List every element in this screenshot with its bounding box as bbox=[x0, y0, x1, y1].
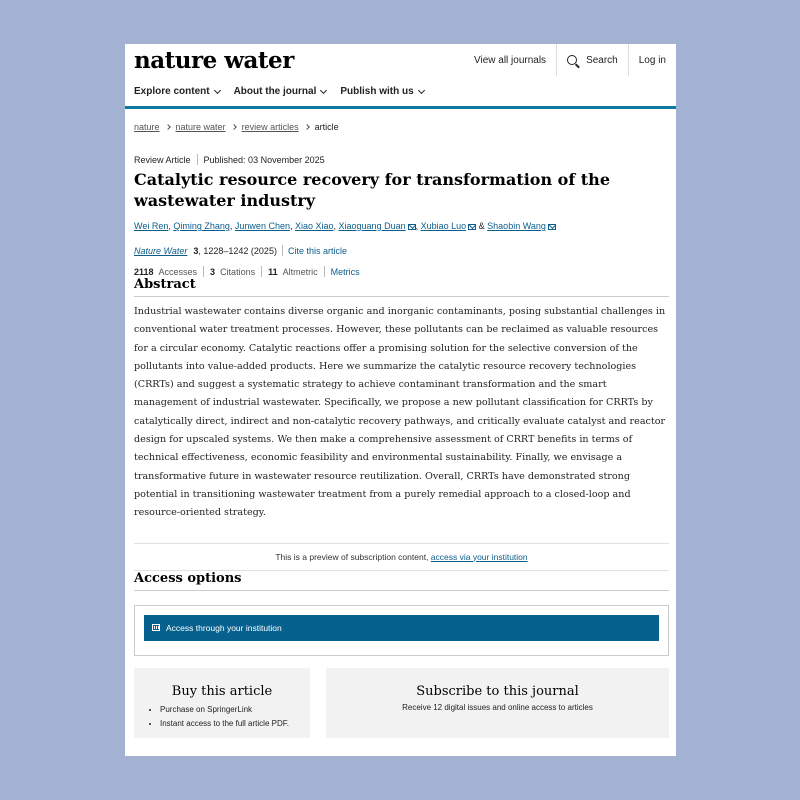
access-options-box bbox=[134, 605, 669, 656]
article-type: Review Article bbox=[134, 154, 191, 165]
buy-article-heading: Buy this article bbox=[171, 683, 273, 699]
access-options-heading: Access options bbox=[134, 571, 669, 591]
author-link[interactable]: Wei Ren bbox=[134, 221, 169, 231]
citations-label: Citations bbox=[220, 266, 256, 277]
subscription-preview-notice bbox=[134, 543, 669, 571]
journal-name-link[interactable]: Nature Water bbox=[134, 245, 188, 256]
subscribe-journal-box bbox=[326, 668, 669, 738]
chevron-right-icon bbox=[304, 124, 310, 130]
article-content bbox=[134, 154, 669, 738]
author-link[interactable]: Xiaoguang Duan bbox=[338, 221, 406, 231]
buy-article-box bbox=[134, 668, 310, 738]
volume: 3 bbox=[193, 245, 199, 256]
view-all-journals-link[interactable]: View all journals bbox=[473, 54, 547, 66]
top-navigation bbox=[464, 44, 676, 76]
search-button[interactable] bbox=[556, 44, 628, 76]
citation-line bbox=[134, 245, 669, 256]
author-link[interactable]: Shaobin Wang bbox=[487, 221, 546, 231]
citations-value: 3 bbox=[210, 266, 216, 277]
mail-icon[interactable] bbox=[468, 224, 476, 230]
article-metrics bbox=[134, 266, 669, 277]
list-item: • Purchase on SpringerLink bbox=[160, 703, 296, 717]
divider bbox=[282, 245, 283, 256]
nav-label: Publish with us bbox=[340, 86, 414, 97]
chevron-down-icon bbox=[214, 86, 221, 93]
login-link[interactable]: Log in bbox=[628, 44, 676, 76]
search-label: Search bbox=[586, 54, 618, 66]
abstract-text: Industrial wastewater contains diverse organic and inorganic contaminants, posing substantial challenges in conventional water treatment processes. However, these pollutants can be reclaimed as valuable resources for a circular economy. Catalytic reactions offer a promising solution for the selective conversion of the pollutants into value-added products. Here we summarize the catalytic resource recovery technologies (CRRTs) and suggest a systematic strategy to achieve contaminant transformation and the smart management of industrial wastewater. Specifically, we propose a new pollutant classification for CRRTs by catalytically direct, indirect and non-catalytic recovery pathways, and critically evaluate catalyst and reactor design for upscaled systems. We then make a comprehensive assessment of CRRT benefits in terms of technical effectiveness, economic feasibility and environmental sustainability. Finally, we envisage a transformative future in wastewater resource reutilization. Overall, CRRTs have demonstrated strong potential in transitioning wastewater treatment from a purely remedial approach to a closed-loop and resource-oriented strategy. bbox=[134, 306, 666, 519]
site-header bbox=[125, 44, 676, 150]
buy-article-list bbox=[148, 703, 296, 731]
nav-publish-with-us[interactable] bbox=[340, 86, 423, 97]
published-date: Published: 03 November 2025 bbox=[203, 154, 325, 165]
metrics-link[interactable]: Metrics bbox=[330, 266, 360, 277]
preview-text: This is a preview of subscription content, bbox=[275, 551, 431, 562]
author-link[interactable]: Xiao Xiao bbox=[294, 221, 334, 231]
chevron-right-icon bbox=[165, 124, 171, 130]
breadcrumb-current: article bbox=[314, 122, 339, 132]
divider bbox=[203, 266, 204, 277]
main-navigation bbox=[134, 86, 424, 97]
chevron-down-icon bbox=[418, 86, 425, 93]
nature-water-logo[interactable]: nature water bbox=[134, 47, 294, 74]
access-via-institution-link[interactable]: access via your institution bbox=[430, 551, 528, 562]
chevron-down-icon bbox=[320, 86, 327, 93]
accesses-label: Accesses bbox=[158, 266, 198, 277]
search-icon bbox=[567, 55, 577, 65]
altmetric-label: Altmetric bbox=[282, 266, 318, 277]
mail-icon[interactable] bbox=[548, 224, 556, 230]
nav-label: Explore content bbox=[134, 86, 210, 97]
author-list: Wei Ren, Qiming Zhang, Junwen Chen, Xiao Xiao, Xiaoguang Duan , Xubiao Luo & Shaobin Wang bbox=[134, 220, 669, 233]
divider bbox=[324, 266, 325, 277]
breadcrumb-nature[interactable]: nature bbox=[134, 122, 160, 132]
abstract-heading: Abstract bbox=[134, 277, 669, 297]
breadcrumb-review-articles[interactable]: review articles bbox=[241, 122, 299, 132]
purchase-options bbox=[134, 668, 669, 738]
author-link[interactable]: Qiming Zhang bbox=[173, 221, 230, 231]
nav-about-journal[interactable] bbox=[234, 86, 327, 97]
article-page bbox=[125, 44, 676, 756]
list-item: • Instant access to the full article PDF. bbox=[160, 717, 296, 731]
breadcrumb-nature-water[interactable]: nature water bbox=[175, 122, 226, 132]
article-meta bbox=[134, 154, 669, 165]
header-accent-bar bbox=[125, 106, 676, 109]
nav-label: About the journal bbox=[233, 86, 317, 97]
article-title: Catalytic resource recovery for transformation of the wastewater industry bbox=[134, 170, 610, 210]
breadcrumb bbox=[134, 122, 339, 132]
access-button-label: Access through your institution bbox=[166, 622, 282, 633]
pages-year: , 1228–1242 (2025) bbox=[198, 245, 277, 256]
institution-icon bbox=[152, 624, 160, 631]
divider bbox=[197, 154, 198, 165]
chevron-right-icon bbox=[231, 124, 237, 130]
accesses-value: 2118 bbox=[134, 266, 154, 277]
mail-icon[interactable] bbox=[408, 224, 416, 230]
nav-explore-content[interactable] bbox=[134, 86, 220, 97]
subscribe-heading: Subscribe to this journal bbox=[416, 683, 579, 699]
author-link[interactable]: Junwen Chen bbox=[234, 221, 290, 231]
divider bbox=[261, 266, 262, 277]
author-link[interactable]: Xubiao Luo bbox=[420, 221, 467, 231]
altmetric-value: 11 bbox=[268, 266, 278, 277]
access-through-institution-button[interactable] bbox=[144, 615, 659, 641]
subscribe-description: Receive 12 digital issues and online access to articles bbox=[402, 702, 593, 712]
cite-this-article-link[interactable]: Cite this article bbox=[287, 245, 347, 256]
